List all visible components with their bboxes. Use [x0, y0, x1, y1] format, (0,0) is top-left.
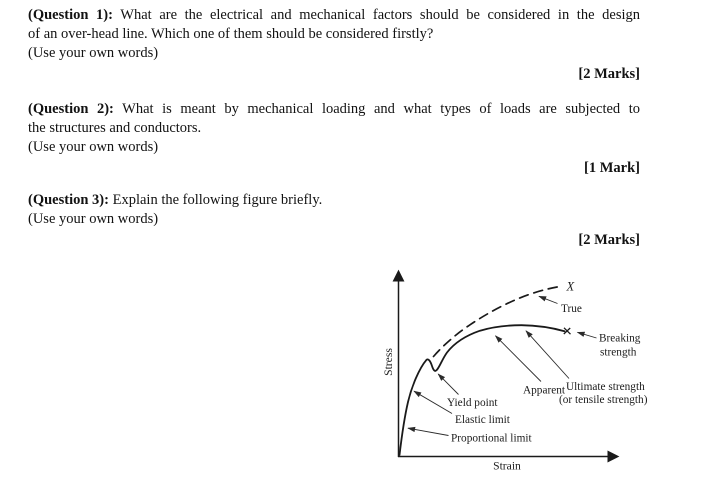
question-3-note: (Use your own words)	[28, 211, 159, 227]
question-1-note: (Use your own words)	[28, 45, 159, 61]
ultimate-strength-label-line2: (or tensile strength)	[559, 393, 648, 406]
y-axis-label: Stress	[382, 348, 395, 376]
breaking-strength-label-line1: Breaking	[599, 332, 641, 345]
stress-strain-figure	[370, 258, 670, 501]
question-1-number: (Question 1):	[28, 7, 113, 23]
question-2-marks: [1 Mark]	[584, 160, 640, 176]
question-2-number: (Question 2):	[28, 101, 114, 117]
question-1-marks: [2 Marks]	[578, 66, 640, 82]
question-3-number: (Question 3):	[28, 192, 109, 208]
x-axis-label: Strain	[493, 459, 521, 473]
question-2-note: (Use your own words)	[28, 139, 159, 155]
question-3-line-1	[28, 191, 640, 210]
proportional-limit-label: Proportional limit	[451, 432, 532, 445]
question-3	[28, 191, 640, 250]
question-1	[28, 6, 640, 84]
true-label: True	[561, 303, 582, 315]
question-3-text: Explain the following figure briefly.	[108, 192, 323, 208]
question-2-text: What is meant by mechanical loading and what types of loads are subjected to	[113, 101, 640, 117]
elastic-limit-label: Elastic limit	[455, 414, 510, 426]
question-3-marks: [2 Marks]	[578, 232, 640, 248]
question-2-line-2: the structures and conductors.	[28, 120, 202, 136]
breaking-strength-label-line2: strength	[600, 346, 637, 359]
apparent-label: Apparent	[523, 384, 566, 397]
true-curve-end-label: X	[566, 279, 575, 294]
question-1-line-2: of an over-head line. Which one of them should be considered firstly?	[28, 26, 434, 42]
true-leader-line	[539, 296, 558, 303]
questions-column	[28, 6, 640, 250]
yield-leader-line	[438, 374, 458, 395]
question-1-text: What are the electrical and mechanical factors should be considered in the design	[112, 7, 640, 23]
breaking-leader-line	[578, 332, 597, 338]
proportional-leader-line	[408, 428, 449, 435]
ultimate-leader-line	[526, 331, 569, 379]
question-2-line-1	[28, 100, 640, 119]
ultimate-strength-label-line1: Ultimate strength	[566, 381, 645, 393]
yield-point-label: Yield point	[447, 397, 498, 409]
apparent-leader-line	[496, 336, 542, 382]
question-1-line-1	[28, 6, 640, 25]
question-2	[28, 100, 640, 178]
